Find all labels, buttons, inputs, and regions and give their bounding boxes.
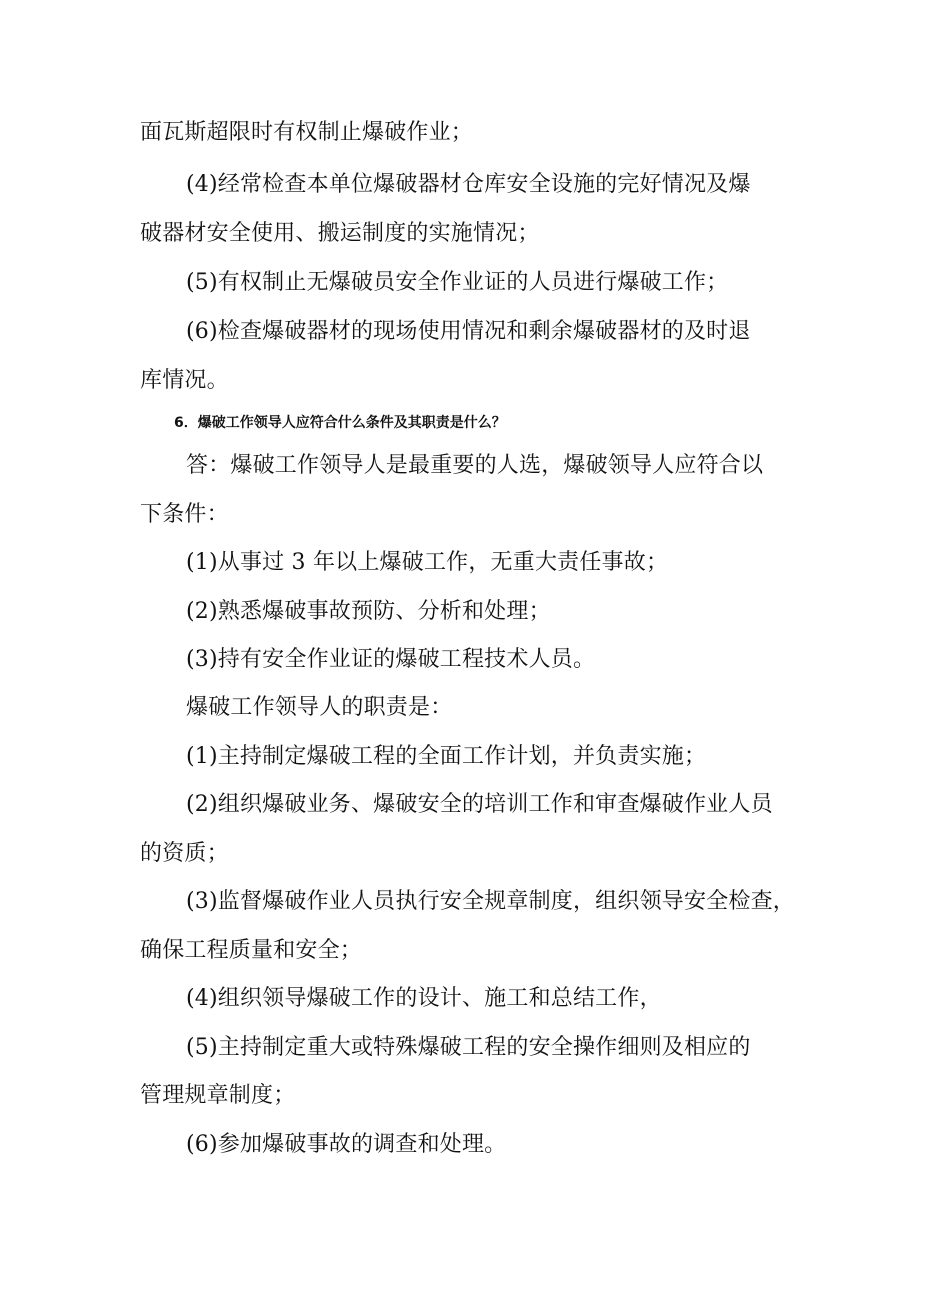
text-line: (2)熟悉爆破事故预防、分析和处理；	[186, 599, 551, 624]
text-line: 管理规章制度；	[140, 1083, 296, 1108]
text-line: (1)主持制定爆破工程的全面工作计划，并负责实施；	[186, 744, 707, 769]
text-line: (3)持有安全作业证的爆破工程技术人员。	[186, 647, 596, 672]
text-line: 爆破工作领导人的职责是：	[186, 695, 453, 720]
text-line: 库情况。	[140, 368, 229, 393]
text-line: (2)组织爆破业务、爆破安全的培训工作和审查爆破作业人员	[186, 792, 773, 817]
text-line: 的资质；	[140, 841, 229, 866]
text-line: (3)监督爆破作业人员执行安全规章制度，组织领导安全检查，	[186, 889, 795, 914]
text-line: (1)从事过 3 年以上爆破工作，无重大责任事故；	[186, 550, 669, 575]
text-line: (5)有权制止无爆破员安全作业证的人员进行爆破工作；	[186, 270, 729, 295]
section-heading: 6．爆破工作领导人应符合什么条件及其职责是什么？	[174, 415, 506, 431]
text-line: 面瓦斯超限时有权制止爆破作业；	[140, 120, 474, 145]
text-line: (4)经常检查本单位爆破器材仓库安全设施的完好情况及爆	[186, 172, 751, 197]
text-line: 破器材安全使用、搬运制度的实施情况；	[140, 221, 540, 246]
text-line: 答：爆破工作领导人是最重要的人选，爆破领导人应符合以	[186, 453, 764, 478]
text-line: (4)组织领导爆破工作的设计、施工和总结工作，	[186, 986, 662, 1011]
text-line: (6)检查爆破器材的现场使用情况和剩余爆破器材的及时退	[186, 319, 751, 344]
text-line: (5)主持制定重大或特殊爆破工程的安全操作细则及相应的	[186, 1035, 751, 1060]
text-line: 下条件：	[140, 502, 229, 527]
text-line: (6)参加爆破事故的调查和处理。	[186, 1132, 507, 1157]
text-line: 确保工程质量和安全；	[140, 938, 363, 963]
